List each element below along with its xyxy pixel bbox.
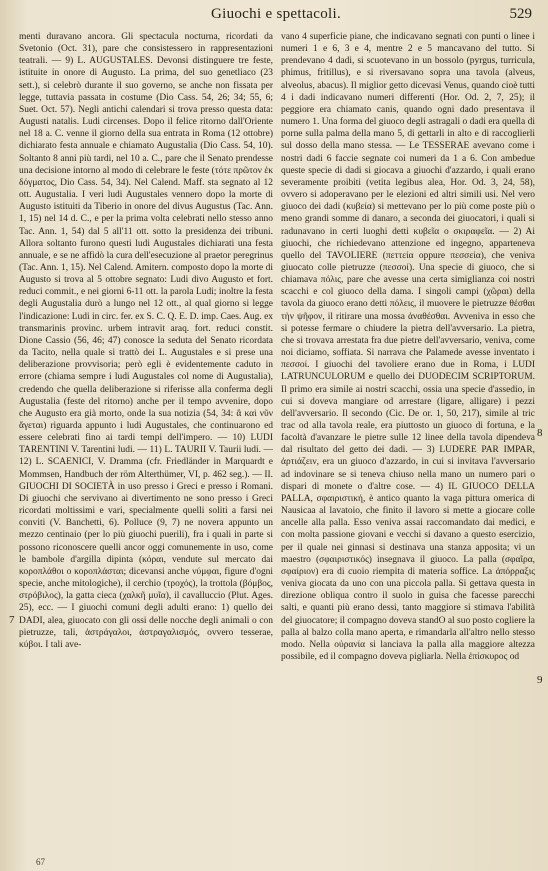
text-column-left	[19, 31, 273, 651]
column-text: menti duravano ancora. Gli spectacula nocturna, ricordati da Svetonio (Oct. 31), pare che consistessero in rappresentazioni teatrali. — 9) L. AUGUSTALES. Devonsi distinguere tre feste, istituite in onore di Augusto. La prima, del suo genetliaco (23 sett.), si celebrò durante il suo governo, se anche non fissata per legge, tuttavia passata in costume (Dio Cass. 54, 26; 34; 55, 6; Suet. Oct. 57). Negli antichi calendari si trova presso questa data: Augusti natalis. Ludi circenses. Dopo il felice ritorno dall'Oriente nel 18 a. C. venne il giorno della sua entrata in Roma (12 ottobre) dichiarato festa annuale e chiamato Augustalia (Dio Cass. 54, 10). Soltanto 8 anni più tardi, nel 10 a. C., pare che il Senato prendesse una decisione intorno al modo di celebrare le feste (τότε πρῶτον ἐκ δόγματος, Dio Cass. 54, 34). Nel Calend. Maff. sta segnato al 12 ott. Augustalia. I veri ludi Augustales vennero dopo la morte di Augusto istituiti da Tiberio in onore del divus Augustus (Tac. Ann. 1, 15) nel 14 d. C., e per la prima volta celebrati nello stesso anno Tac. Ann. 1, 54) dal 5 all'11 ott. sotto la presidenza dei tribuni. Allora soltanto furono questi ludi Augustales dichiarati una festa annuale, e se ne affidò la cura dell'esecuzione al praetor peregrinus (Tac. Ann. 1, 15). Nel Calend. Amitern. composto dopo la morte di Augusto si trova al 5 ottobre segnato: Ludi divo Augusto et fort. reduci commit., e nei giorni 6-11 ott. la parola Ludi; inoltre la festa degli Augustalia durò a lungo nel 12 ott., al qual giorno si legge l'indicazione: Ludi in circ. fer. ex S. C. Q. E. D. imp. Caes. Aug. ex transmarinis provinc. urbem intravit araq. fort. reduci constit. Dione Cassio (56, 46; 47) conosce la seduta del Senato ricordata da Tacito, nella quale si trattò dei L. Augustales e si prese una deliberazione provvisoria; però egli è evidentemente caduto in errore (chiama sempre i ludi Augustales col nome di Augustalia), credendo che quella deliberazione si riferisse alla conferma degli Augustalia (feste del ritorno) anche per il tempo avvenire, dopo che Augusto era già morto, onde la sua notizia (54, 34: ἃ καὶ νῦν ἄγεται) riguarda appunto i ludi Augustales, che continuarono ed essere celebrati fino ai tardi tempi dell'impero. — 10) LUDI TARENTINI V. Tarentini ludi. — 11) L. TAURII V. Taurii ludi. — 12) L. SCAENICI, V. Dramma (cfr. Friedländer in Marquardt e Mommsen, Handbuch der röm Alterthümer, VI, p. 462 seg.). — II. GIUOCHI DI SOCIETÀ in uso presso i Greci e presso i Romani. Di giuochi che servivano ai divertimento ne sono presso i Greci ricordati moltissimi e vari, specialmente quelli soliti a farsi nei conviti (V. Banchetti, 6). Polluce (9, 7) ne novera appunto un mezzo centinaio (per lo più giuochi puerili), fra i quali in parte si possono riconoscere quelli ancor oggi comunemente in uso, come le bambole d'argilla dipinta (κόραι, vendute sul mercato dai κοροπλάθοι o κοροπλάσται; dicevansi anche νύμφαι, figure d'ogni specie, anche mitologiche), il cerchio (τροχός), la trottola (βόμβος, στρόβιλος), la gatta cieca (χαλκῆ μυῖα), il cavalluccio (Plut. Ages. 25), ecc. — I giuochi comuni degli adulti erano: 1) quello dei DADI, alea, giuocato con gli ossi delle nocche degli animali o con pietruzze, tali, ἀστράγαλοι, ἀστραγαλισμός, ovvero tesserae, κύβοι. I tali ave-	[19, 32, 273, 650]
margin-number: 7	[9, 614, 15, 626]
margin-number: 9	[537, 674, 543, 686]
running-head: Giuochi e spettacoli.	[210, 6, 341, 22]
page-header	[18, 6, 534, 28]
column-gutter	[274, 32, 275, 862]
page-number: 529	[509, 6, 532, 22]
column-text: vano 4 superficie piane, che indicavano segnati con punti o linee i numeri 1 e 6, 3 e 4, mentre 2 e 5 mancavano del tutto. Si prendevano 4 dadi, si scuotevano in un bossolo (pyrgus, turricula, phimus, fritillus), e si riversavano sopra una tavola (alveus, alveolus, abacus). Il miglior getto dicevasi Venus, quando cioè tutti 4 i dadi indicavano numeri differenti (Hor. Od. 2, 7, 25); il peggiore era chiamato canis, quando ogni dado presentava il numero 1. Una forma del giuoco degli astragali o dadi era quella di porne sulla palma della mano 5, di gettarli in alto e di raccoglierli sul dosso della mano stessa. — Le TESSERAE avevano come i nostri dadi 6 faccie segnate coi numeri da 1 a 6. Con ambedue queste specie di dadi si giocava a giuochi d'azzardo, i quali erano severamente proibiti (vetita legibus alea, Hor. Od. 3, 24, 58), ovvero si adoperavano per le elezioni ed altri simili usi. Nel vero giuoco dei dadi (κυβεία) si mettevano per lo più come poste più o meno grandi somme di danaro, a seconda dei giuocatori, i quali si radunavano in certi luoghi detti κυβεῖα o σκιραφεῖα. — 2) Ai giuochi, che richiedevano attenzione ed ingegno, apparteneva quello del TAVOLIERE (πεττεία oppure πεσσεία), che veniva giuocato colle pietruzze (πεσσοί). Una specie di giuoco, che si chiamava πόλις, pare che avesse una certa simiglianza coi nostri scacchi e col giuoco della dama. I singoli campi (χῶραι) della tavola da giuoco erano detti πόλεις, il muovere le pietruzze θέσθαι τὴν ψῆφον, il ritirare una mossa ἀναθέσθαι. Avveniva in esso che si potesse fermare o chiudere la pietra dell'avversario. La pietra, che si trovava arrestata fra due pietre dell'avversario, veniva, come noi diciamo, soffiata. Si narrava che Palamede avesse inventato i πεσσοί. I giuochi del tavoliere erano due in Roma, i LUDI LATRUNCULORUM e quello dei DUODECIM SCRIPTORUM. Il primo era simile ai nostri scacchi, ossia una specie d'assedio, in cui si doveva mangiare od arrestare (ligare, alligare) i pezzi dell'avversario. Il secondo (Cic. De or. 1, 50, 217), simile al tric trac od alla tavola reale, era piuttosto un giuoco di fortuna, e la facoltà d'avanzare le pietre sulle 12 linee della tavola dipendeva dal risultato del getto dei dadi. — 3) LUDERE PAR IMPAR, ἀρτιάζειν, era un giuoco d'azzardo, in cui si invitava l'avversario ad indovinare se si teneva chiuso nella mano un numero pari o dispari di monete o d'altre cose. — 4) IL GIUOCO DELLA PALLA, σφαιριστική, è antico quanto la vaga pittura omerica di Nausicaa al lavatoio, che finito il lavoro si mette a giocare colle ancelle alla palla. Esso veniva assai raccomandato dai medici, e con molta passione giovani e vecchi si davano a questo esercizio, per il quale nei ginnasi si destinava una stanza apposita; vi un maestro (σφαιριστικός) insegnava il giuoco. La palla (σφαῖρα, σφαίριον) era di cuoio riempita di materia soffice. La ἀπόρραξις veniva giocata da uno con una piccola palla. Si gettava questa in direzione obliqua contro il suolo in guisa che facesse parecchi salti, e quanti più erano dessi, tanto maggiore si stimava l'abilità del giuocatore; il compagno doveva standO al suo posto cogliere la palla al balzo colla mano aperta, e rimandarla all'altro nello stesso modo. Nella οὐρανία si lanciava la palla alla maggiore altezza possibile, ed il compagno doveva pigliarla. Nella ἐπίσκυρος od	[281, 32, 535, 662]
printer-signature: 67	[36, 857, 45, 867]
margin-number: 8	[537, 427, 543, 439]
text-column-right	[281, 31, 535, 663]
